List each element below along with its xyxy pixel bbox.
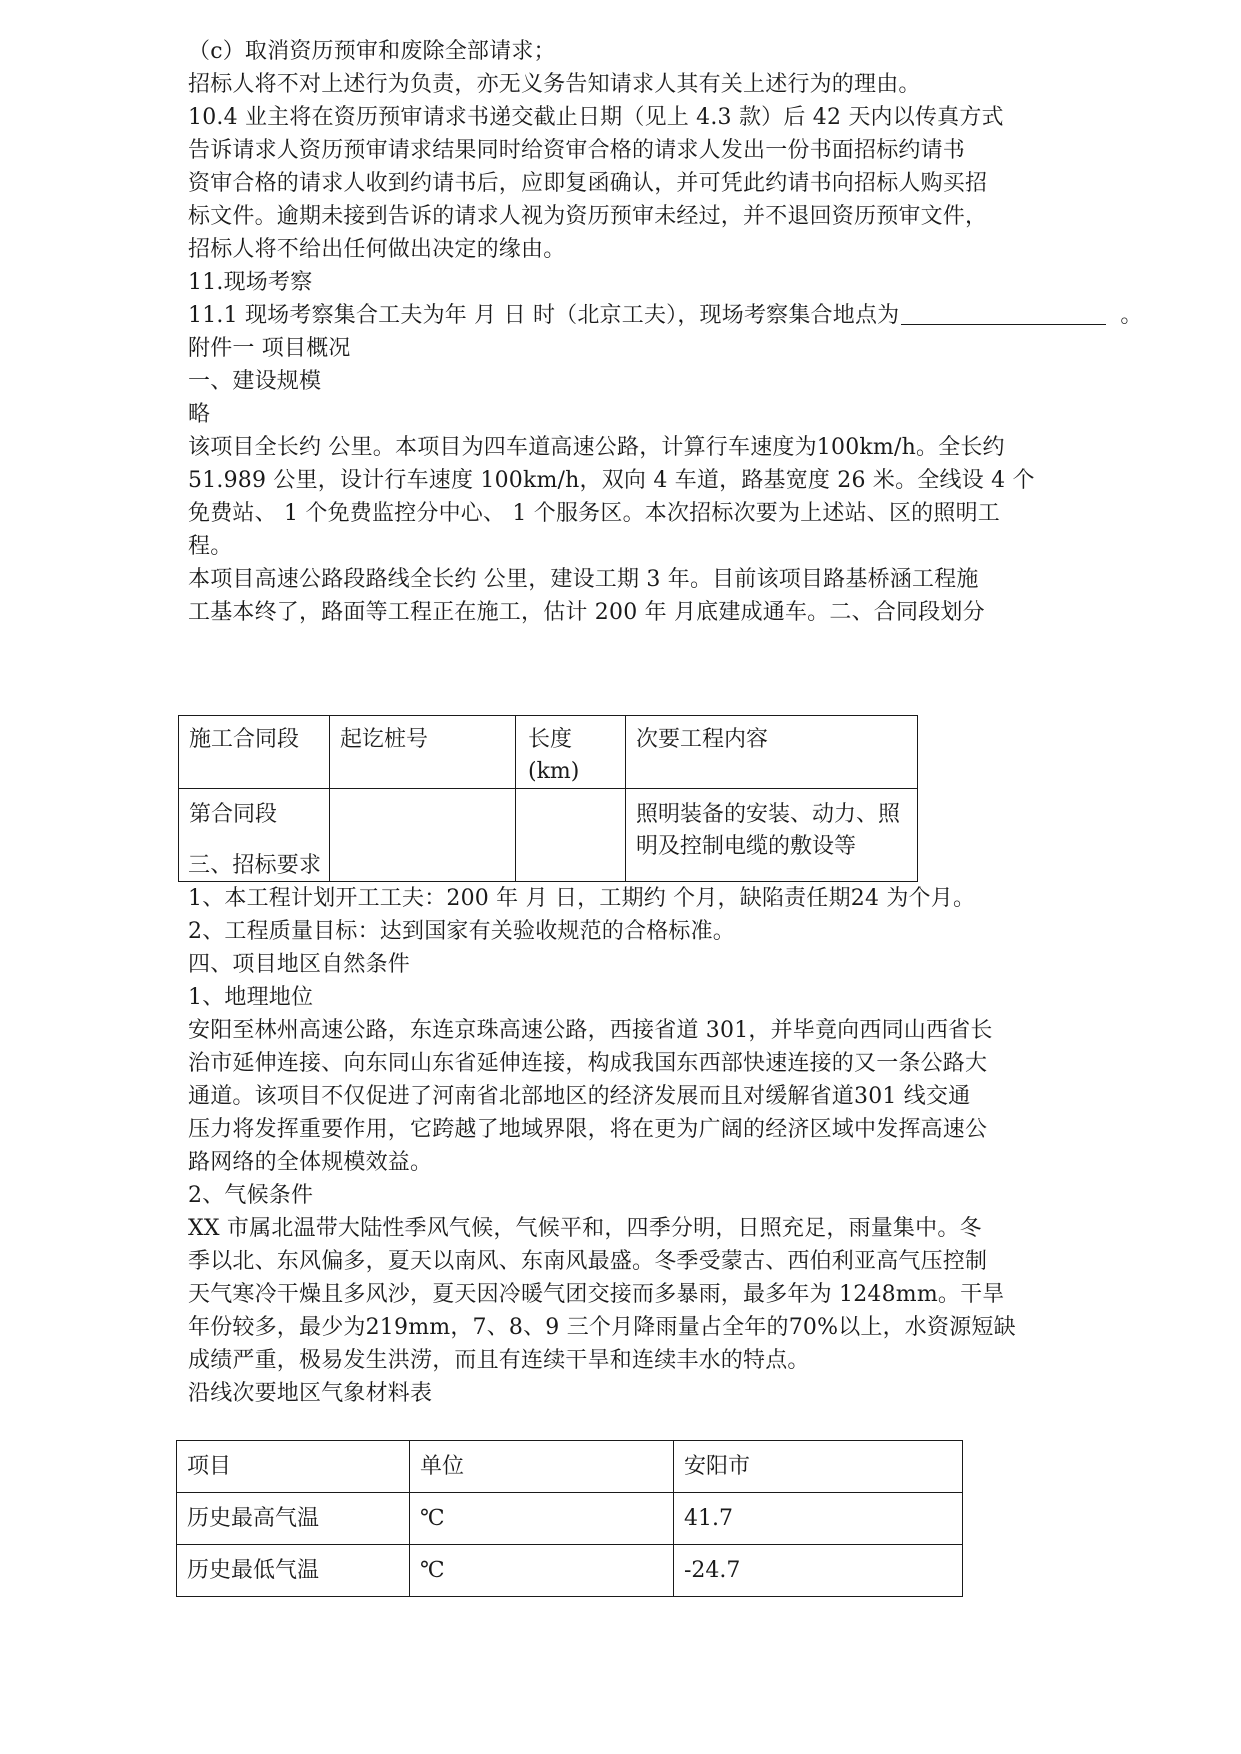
text-line: 本项目高速公路段路线全长约 公里，建设工期 3 年。目前该项目路基桥涵工程施 [188,567,979,592]
text-line: 招标人将不对上述行为负责，亦无义务告知请求人其有关上述行为的理由。 [188,72,921,97]
text-line: 通道。该项目不仅促进了河南省北部地区的经济发展而且对缓解省道301 线交通 [188,1084,971,1109]
text-line: 治市延伸连接、向东同山东省延伸连接，构成我国东西部快速连接的又一条公路大 [188,1051,988,1076]
table-cell: 照明装备的安装、动力、照明及控制电缆的敷设等 [626,789,918,882]
table-header-cell: 施工合同段 [179,716,330,789]
text-line: 年份较多，最少为219mm，7、8、9 三个月降雨量占全年的70%以上，水资源短缺 [188,1315,1016,1340]
fill-in-blank [901,304,1106,325]
table-header-cell: 次要工程内容 [626,716,918,789]
text-line: 成绩严重，极易发生洪涝，而且有连续干旱和连续丰水的特点。 [188,1348,810,1373]
text-line: XX 市属北温带大陆性季风气候，气候平和，四季分明，日照充足，雨量集中。冬 [188,1216,982,1241]
section-heading: 11.现场考察 [188,270,313,295]
section-heading: 1、地理地位 [188,985,314,1010]
text-line: 标文件。逾期未接到告诉的请求人视为资历预审未经过，并不退回资历预审文件， [188,204,988,229]
table-header-cell: 长度(km) [516,716,626,789]
section-heading: 三、招标要求 [188,853,322,878]
text-line: 程。 [188,534,233,559]
table-header-cell: 起讫桩号 [330,716,516,789]
table-cell: 历史最低气温 [177,1545,410,1597]
text-line: 压力将发挥重要作用，它跨越了地域界限，将在更为广阔的经济区域中发挥高速公 [188,1117,988,1142]
text-line: 季以北、东风偏多，夏天以南风、东南风最盛。冬季受蒙古、西伯利亚高气压控制 [188,1249,988,1274]
table-cell: -24.7 [674,1545,963,1597]
table-cell: ℃ [410,1545,674,1597]
text-line: 2、工程质量目标：达到国家有关验收规范的合格标准。 [188,919,735,944]
text-line: 11.1 现场考察集合工夫为年 月 日 时（北京工夫），现场考察集合地点为 [188,303,900,328]
table-header-cell: 项目 [177,1441,410,1493]
section-heading: 附件一 项目概况 [188,336,351,361]
text-line: 10.4 业主将在资历预审请求书递交截止日期（见上 4.3 款）后 42 天内以传真方式 [188,105,1004,130]
section-heading: 四、项目地区自然条件 [188,952,411,977]
text-line: 该项目全长约 公里。本项目为四车道高速公路，计算行车速度为100km/h。全长约 [188,435,1005,460]
text-line-with-blank [188,301,1143,331]
text-line: （c）取消资历预审和废除全部请求； [188,39,556,64]
text-line: 工基本终了，路面等工程正在施工，估计 200 年 月底建成通车。二、合同段划分 [188,600,985,625]
text-line: 告诉请求人资历预审请求结果同时给资审合格的请求人发出一份书面招标约请书 [188,138,966,163]
table-header-row [177,1441,963,1493]
table-header-cell: 安阳市 [674,1441,963,1493]
weather-data-table [176,1440,963,1597]
section-heading: 2、气候条件 [188,1183,314,1208]
text-line: 天气寒冷干燥且多风沙，夏天因冷暖气团交接而多暴雨，最多年为 1248mm。干旱 [188,1282,1005,1307]
blank-suffix: 。 [1120,303,1143,328]
text-line: 略 [188,402,211,427]
table-row [177,1545,963,1597]
table-header-row [179,716,918,789]
table-cell [330,789,516,882]
table-cell: 41.7 [674,1493,963,1545]
text-line: 免费站、 1 个免费监控分中心、 1 个服务区。本次招标次要为上述站、区的照明工 [188,501,1000,526]
table-cell: 历史最高气温 [177,1493,410,1545]
table-cell [516,789,626,882]
table-row [177,1493,963,1545]
text-line: 51.989 公里，设计行车速度 100km/h，双向 4 车道，路基宽度 26 米。全线设 4 个 [188,468,1035,493]
table-header-cell: 单位 [410,1441,674,1493]
table-cell: 第合同段 [179,789,330,882]
table-cell: ℃ [410,1493,674,1545]
text-line: 路网络的全体规模效益。 [188,1150,433,1175]
text-line: 1、本工程计划开工工夫：200 年 月 日，工期约 个月，缺陷责任期24 为个月。 [188,886,976,911]
text-line: 招标人将不给出任何做出决定的缘由。 [188,237,566,262]
text-line: 资审合格的请求人收到约请书后，应即复函确认，并可凭此约请书向招标人购买招 [188,171,988,196]
table-caption: 沿线次要地区气象材料表 [188,1381,433,1406]
section-heading: 一、建设规模 [188,369,322,394]
text-line: 安阳至林州高速公路，东连京珠高速公路，西接省道 301，并毕竟向西同山西省长 [188,1018,993,1043]
